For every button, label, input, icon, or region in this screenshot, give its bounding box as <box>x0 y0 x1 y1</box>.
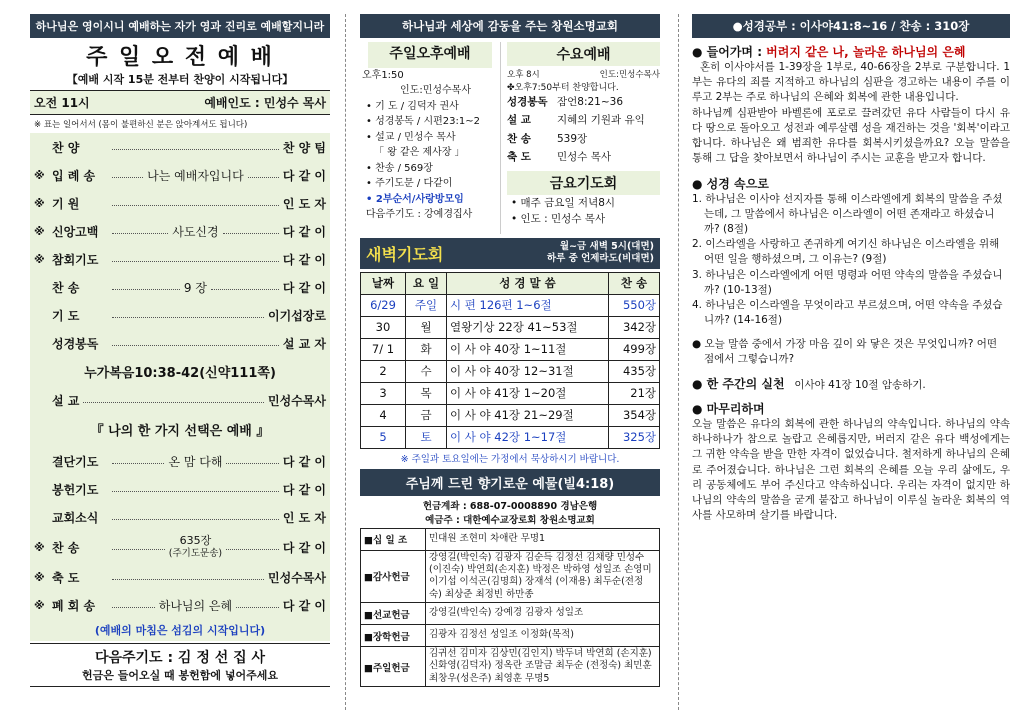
table-row <box>361 360 660 382</box>
worship-order-item <box>34 161 326 189</box>
offering-row <box>361 603 660 625</box>
cell-hymn: 435장 <box>609 360 660 382</box>
order-right: 다 같 이 <box>282 540 327 555</box>
study-question: 4. 하나님은 이스라엘을 무엇이라고 부르셨으며, 어떤 약속을 주셨습니까? (14-16절) <box>692 299 1003 327</box>
offering-note: 헌금은 들어오실 때 봉헌함에 넣어주세요 <box>82 669 278 682</box>
order-label: 찬 양 <box>52 140 80 155</box>
col-header-day: 요 일 <box>406 272 447 294</box>
order-label: 찬 송 <box>52 280 80 295</box>
wednesday-info <box>507 68 660 80</box>
cell-date: 2 <box>361 360 406 382</box>
worship-order-item <box>34 591 326 619</box>
cell-date: 6/29 <box>361 294 406 316</box>
stand-marker: ※ <box>34 540 45 554</box>
wednesday-item-label: 찬 송 <box>507 132 531 145</box>
sunday-afternoon-section <box>360 42 501 234</box>
worship-order-item <box>34 245 326 273</box>
wednesday-item-value: 지혜의 기원과 유익 <box>557 114 645 127</box>
order-right: 다 같 이 <box>282 168 327 183</box>
cell-day: 금 <box>406 404 447 426</box>
morning-worship-column <box>30 14 330 710</box>
offering-type: ■선교헌금 <box>361 603 426 625</box>
leader-dots <box>112 345 279 346</box>
leader-dots <box>226 463 278 464</box>
intro-heading <box>692 43 1010 60</box>
sunday-afternoon-items <box>360 99 500 223</box>
sunday-afternoon-item: • 2부순서/사랑방모임 <box>366 193 464 205</box>
leader-dots <box>112 519 279 520</box>
hymn-number: 635장 <box>179 533 212 547</box>
page-title: 주 일 오 전 예 배 <box>86 45 274 70</box>
worship-order-list <box>30 133 330 357</box>
dawn-prayer-table <box>360 272 660 449</box>
worship-order-item <box>34 217 326 245</box>
wednesday-item <box>507 93 660 111</box>
reflection-question: ● 오늘 말씀 중에서 가장 마음 깊이 와 닿은 것은 무엇입니까? 어떤 점에서 그렇습니까? <box>692 337 998 365</box>
cell-date: 4 <box>361 404 406 426</box>
offering-type: ■장학헌금 <box>361 625 426 647</box>
order-middle: 하나님의 은혜 <box>158 598 233 613</box>
cell-text: 이 사 야 41장 21~29절 <box>447 404 609 426</box>
order-middle: 9 장 <box>183 280 207 295</box>
leader-dots <box>112 177 143 178</box>
order-right: 다 같 이 <box>282 482 326 497</box>
study-banner: ●성경공부 : 이사야41:8~16 / 찬송 : 310장 <box>692 14 1010 38</box>
order-middle: 온 맘 다해 <box>168 454 223 469</box>
stand-marker: ※ <box>34 252 45 266</box>
leader-dots <box>226 549 279 550</box>
dawn-prayer-header <box>360 238 660 269</box>
dawn-prayer-title: 새벽기도회 <box>366 244 444 264</box>
intro-title: ● 들어가며 : <box>692 45 767 59</box>
leader-dots <box>112 463 164 464</box>
order-middle: 사도신경 <box>172 224 219 239</box>
stand-marker: ※ <box>34 570 45 584</box>
cell-day: 수 <box>406 360 447 382</box>
order-label: 설 교 <box>52 393 80 408</box>
cell-hymn: 325장 <box>609 426 660 448</box>
worship-order-item <box>30 386 330 414</box>
church-banner: 하나님과 세상에 감동을 주는 창원소명교회 <box>360 14 660 38</box>
service-leader: 예배인도 : 민성수 목사 <box>204 96 326 110</box>
cell-text: 이 사 야 42장 1~17절 <box>447 426 609 448</box>
cell-text: 이 사 야 40장 12~31절 <box>447 360 609 382</box>
wednesday-item-value: 539장 <box>557 132 588 145</box>
order-right: 다 같 이 <box>282 252 326 267</box>
table-row <box>361 404 660 426</box>
practice-title: ● 한 주간의 실천 <box>692 376 785 391</box>
leader-dots <box>248 177 279 178</box>
order-right: 민성수목사 <box>268 393 326 408</box>
order-label: 기 원 <box>52 196 80 211</box>
leader-dots <box>112 549 165 550</box>
friday-items <box>507 195 660 229</box>
study-question: 2. 이스라엘을 사랑하고 존귀하게 여기신 하나님은 이스라엘을 위해 어떤 일을 행하셨으며, 그 이유는? (9절) <box>692 238 1000 266</box>
closing-note: (예배의 마침은 섬김의 시작입니다) <box>30 619 330 641</box>
col-header-scripture: 성 경 말 씀 <box>447 272 609 294</box>
cell-hymn: 342장 <box>609 316 660 338</box>
sunday-afternoon-leader: 인도:민성수목사 <box>400 85 471 97</box>
service-time: 오전 11시 <box>34 96 90 110</box>
order-label: 축 도 <box>52 570 80 585</box>
offering-names: 민대원 조현미 차애란 무명1 <box>426 528 660 550</box>
order-label: 폐 회 송 <box>52 598 96 613</box>
worship-order-item <box>34 563 326 591</box>
sunday-afternoon-time: 오후1:50 <box>362 69 404 81</box>
leader-dots <box>236 607 279 608</box>
wednesday-change: ✤오후7:50부터 찬양합니다. <box>507 83 619 93</box>
offering-type: ■십 일 조 <box>361 528 426 550</box>
table-header-row <box>361 272 660 294</box>
offering-table <box>360 528 660 687</box>
worship-order-item <box>34 133 326 161</box>
order-right: 다 같 이 <box>282 280 326 295</box>
intro-paragraph-2: 하나님께 심판받아 바벨론에 포로로 끌려갔던 유다 사람들이 다시 유다 땅으로 돌아오고 성전과 예루살렘 성을 재건하는 것을 '회복'이라고 합니다. 하나님은 왜 범죄한 유다를 회복시키셨을까요? 오늘 말씀을 통해 그 답을 찾아보면서 하나님이 주시는 교훈을 받고자 합니다. <box>692 106 1010 165</box>
offering-holder: 예금주 : 대한예수교장로회 창원소명교회 <box>425 514 595 526</box>
stand-marker: ※ <box>34 196 45 210</box>
wednesday-item-label: 설 교 <box>507 114 531 127</box>
stand-note: ※ 표는 일어서서 (몸이 불편하신 분은 앉아계셔도 됩니다) <box>34 120 248 130</box>
verse-banner: 하나님은 영이시니 예배하는 자가 영과 진리로 예배할지니라 <box>30 14 330 38</box>
cell-text: 이 사 야 41장 1~20절 <box>447 382 609 404</box>
cell-day: 화 <box>406 338 447 360</box>
offering-names: 강영길(박인숙) 김광자 김순득 김정선 김채량 민성수(이진숙) 박연희(손지훈) 박정은 박하영 성일조 손영미 이기섭 이석곤(김명희) 장재석 (이재용) 최두순(전정숙) 최상준 최정빈 하만종 <box>426 550 660 602</box>
order-right: 다 같 이 <box>282 598 327 613</box>
sunday-afternoon-item: 「 왕 같은 제사장 」 <box>374 147 465 159</box>
offering-row <box>361 625 660 647</box>
offering-names: 강영길(박인숙) 강예경 김광자 성일조 <box>426 603 660 625</box>
cell-date: 7/ 1 <box>361 338 406 360</box>
leader-dots <box>223 233 279 234</box>
order-label: 찬 송 <box>52 540 80 555</box>
worship-order-item <box>34 329 326 357</box>
question-list <box>692 192 1010 329</box>
worship-order-item <box>34 475 326 503</box>
worship-order-item <box>34 301 326 329</box>
wednesday-item-label: 성경봉독 <box>507 96 548 108</box>
table-row <box>361 382 660 404</box>
cell-day: 월 <box>406 316 447 338</box>
wednesday-item-value: 잠언8:21~36 <box>557 96 624 108</box>
leader-dots <box>112 607 155 608</box>
inside-title: ● 성경 속으로 <box>692 176 769 191</box>
footer-box <box>30 643 330 687</box>
sunday-afternoon-item: • 기 도 / 김덕자 권사 <box>366 100 459 112</box>
bible-study-column <box>692 14 1010 710</box>
cell-day: 주일 <box>406 294 447 316</box>
sermon-title: 『 나의 한 가지 선택은 예배 』 <box>30 414 330 447</box>
offering-names: 김귀선 김미자 김상민(김인지) 박두녀 박연희 (손지훈) 신화영(김덕자) 정옥란 조말금 최두순 (전정숙) 최민훈 최창우(성은주) 최영훈 무명5 <box>426 647 660 687</box>
offering-row <box>361 528 660 550</box>
intro-highlight: 버려지 같은 나, 놀라운 하나님의 은혜 <box>766 45 966 59</box>
leader-dots <box>112 491 279 492</box>
cell-hymn: 21장 <box>609 382 660 404</box>
order-label: 결단기도 <box>52 454 99 469</box>
study-question: 3. 하나님은 이스라엘에게 어떤 명령과 어떤 약속의 말씀을 주셨습니까? (10-13절) <box>692 268 1003 296</box>
worship-start-note: 【예배 시작 15분 전부터 찬양이 시작됩니다】 <box>66 73 294 86</box>
practice-row <box>692 375 1010 392</box>
friday-item: • 매주 금요일 저녁8시 <box>511 196 616 209</box>
wednesday-leader: 인도:민성수목사 <box>599 70 660 80</box>
order-right: 다 같 이 <box>282 224 327 239</box>
order-right: 민성수목사 <box>268 570 326 585</box>
sunday-afternoon-item: • 주기도문 / 다같이 <box>366 178 453 190</box>
sunday-afternoon-item: 다음주기도 : 강예경집사 <box>366 209 473 221</box>
worship-order-item <box>34 531 326 563</box>
offering-account: 헌금계좌 : 688-07-0008890 경남은행 <box>422 500 598 512</box>
scripture-reference: 누가복음10:38-42(신약111쪽) <box>30 357 330 386</box>
leader-dots <box>112 579 264 580</box>
worship-order-item <box>34 273 326 301</box>
table-row <box>361 426 660 448</box>
order-label: 기 도 <box>52 308 80 323</box>
offering-names: 김광자 김정선 성일조 이정화(목적) <box>426 625 660 647</box>
wednesday-time: 오후 8시 <box>507 70 540 80</box>
cell-date: 30 <box>361 316 406 338</box>
dawn-note: ※ 주일과 토요일에는 가정에서 묵상하시기 바랍니다. <box>400 453 620 465</box>
table-row <box>361 294 660 316</box>
cell-text: 이 사 야 40장 1~11절 <box>447 338 609 360</box>
table-row <box>361 338 660 360</box>
cell-hymn: 354장 <box>609 404 660 426</box>
stand-marker: ※ <box>34 598 45 612</box>
table-row <box>361 316 660 338</box>
worship-order-item <box>34 447 326 475</box>
wednesday-item-value: 민성수 목사 <box>557 151 612 164</box>
hymn-subtitle: (주기도문송) <box>168 547 223 559</box>
order-label: 봉헌기도 <box>52 482 99 497</box>
order-right: 설 교 자 <box>282 336 326 351</box>
wednesday-item-label: 축 도 <box>507 151 531 164</box>
wednesday-section <box>501 42 660 234</box>
leader-dots <box>211 289 279 290</box>
order-right: 인 도 자 <box>282 510 326 525</box>
practice-text: 이사야 41장 10절 암송하기. <box>794 378 926 391</box>
col-header-date: 날짜 <box>361 272 406 294</box>
cell-day: 목 <box>406 382 447 404</box>
next-prayer: 다음주기도 : 김 정 선 집 사 <box>94 650 266 666</box>
cell-day: 토 <box>406 426 447 448</box>
wednesday-title: 수요예배 <box>507 42 660 66</box>
services-row <box>360 42 660 234</box>
column-divider <box>678 14 679 710</box>
sunday-afternoon-item: • 찬송 / 569장 <box>366 162 433 174</box>
closing-paragraph: 오늘 말씀은 유다의 회복에 관한 하나님의 약속입니다. 하나님의 약속 하나하나가 참으로 놀랍고 은혜롭지만, 버러지 같은 유다 백성에게는 그 귀한 약속을 받을 만한 자격이 없었습니다. 철저하게 하나님의 은혜로 주어졌습니다. 하나님은 그런 회복의 은혜를 오늘 우리 삶에도, 우리 공동체에도 부어 주신다고 약속하십니다. 우리는 자격이 없지만 하나님의 약속의 말씀을 굳게 붙잡고 하나님이 이루실 놀라운 회복의 역사를 사모하며 살기를 바랍니다. <box>692 417 1010 522</box>
leader-dots <box>112 317 264 318</box>
column-divider <box>345 14 346 710</box>
offering-type: ■감사헌금 <box>361 550 426 602</box>
cell-hymn: 499장 <box>609 338 660 360</box>
intro-paragraph-1: 혼히 이사야서를 1-39장을 1부로, 40-66장을 2부로 구분합니다. 1부는 유다의 죄를 지적하고 하나님의 심판을 경고하는 내용이 주를 이루고 2부는 주로 하나님의 은혜와 회복에 관한 내용입니다. <box>692 61 1010 104</box>
leader-dots <box>112 289 180 290</box>
study-question: 1. 하나님은 이사야 선지자를 통해 이스라엘에게 회복의 말씀을 주셨는데, 그 말씀에서 하나님은 이스라엘이 어떤 존재라고 하셨습니까? (8절) <box>692 192 1003 235</box>
offering-type: ■주일헌금 <box>361 647 426 687</box>
order-label: 교회소식 <box>52 510 99 525</box>
leader-dots <box>112 233 168 234</box>
order-label: 신앙고백 <box>52 224 99 239</box>
dawn-info-2: 하루 중 언제라도(비대면) <box>546 253 654 265</box>
order-right: 찬 양 팀 <box>282 140 326 155</box>
dawn-prayer-info <box>547 241 654 266</box>
order-right: 이기섭장로 <box>268 308 326 323</box>
sunday-afternoon-title: 주일오후예배 <box>368 42 492 68</box>
worship-order-item <box>34 189 326 217</box>
col-header-hymn: 찬 송 <box>609 272 660 294</box>
order-label: 성경봉독 <box>52 336 99 351</box>
offering-row <box>361 550 660 602</box>
wednesday-items <box>507 93 660 167</box>
leader-dots <box>112 149 279 150</box>
order-middle: 나는 예배자입니다 <box>147 168 244 183</box>
church-info-column <box>360 14 660 710</box>
cell-text: 시 편 126편 1~6절 <box>447 294 609 316</box>
leader-dots <box>112 205 279 206</box>
closing-title: ● 마무리하며 <box>692 401 765 416</box>
friday-title: 금요기도회 <box>507 171 660 195</box>
cell-text: 열왕기상 22장 41~53절 <box>447 316 609 338</box>
wednesday-item <box>507 148 660 166</box>
cell-hymn: 550장 <box>609 294 660 316</box>
cell-date: 3 <box>361 382 406 404</box>
stand-marker: ※ <box>34 168 45 182</box>
wednesday-item <box>507 130 660 148</box>
leader-dots <box>112 261 279 262</box>
sunday-afternoon-item: • 성경봉독 / 시편23:1~2 <box>366 116 480 128</box>
order-middle <box>169 535 222 560</box>
wednesday-item <box>507 111 660 129</box>
worship-order-item <box>34 503 326 531</box>
friday-item: • 인도 : 민성수 목사 <box>511 213 606 226</box>
offering-title: 주님께 드린 향기로운 예물(빌4:18) <box>360 469 660 496</box>
offering-row <box>361 647 660 687</box>
sunday-afternoon-item: • 설교 / 민성수 목사 <box>366 131 456 143</box>
dawn-info-1: 월~금 새벽 5시(대면) <box>559 241 654 252</box>
order-right: 인 도 자 <box>282 196 326 211</box>
order-label: 참회기도 <box>52 252 99 267</box>
service-time-row <box>30 90 330 115</box>
cell-date: 5 <box>361 426 406 448</box>
order-label: 입 례 송 <box>52 168 96 183</box>
stand-marker: ※ <box>34 224 45 238</box>
worship-order-list-2 <box>30 447 330 619</box>
order-right: 다 같 이 <box>282 454 327 469</box>
